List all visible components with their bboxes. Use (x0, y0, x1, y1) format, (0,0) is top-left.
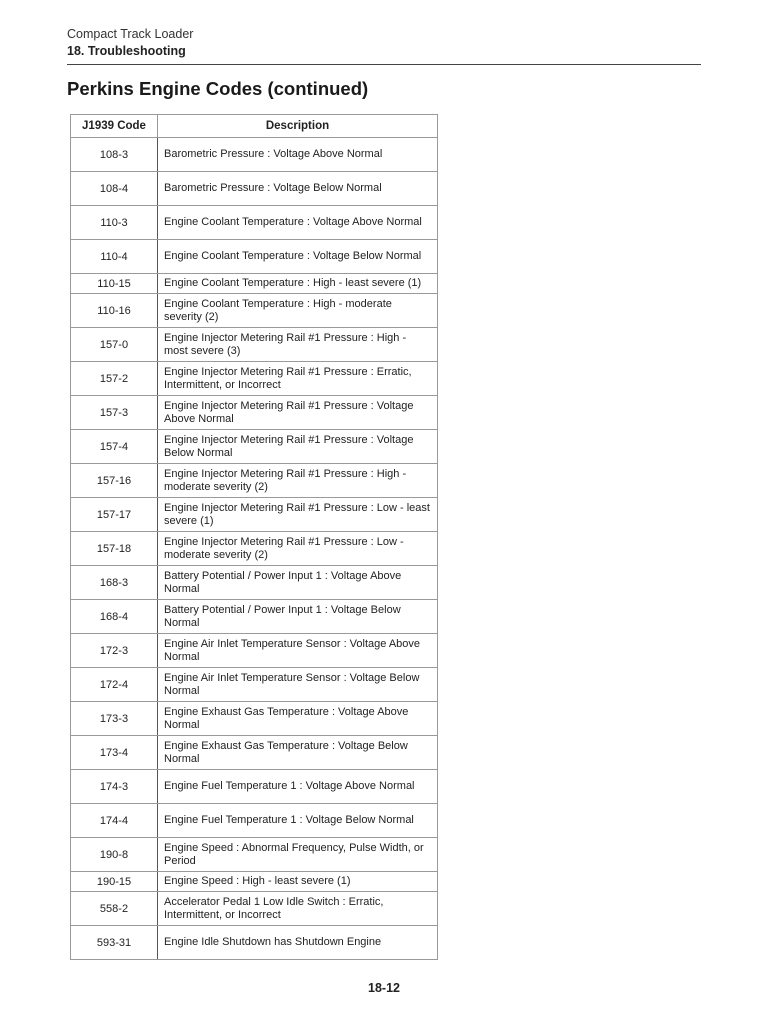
description-cell: Engine Idle Shutdown has Shutdown Engine (158, 926, 438, 960)
description-cell: Engine Injector Metering Rail #1 Pressure : Voltage Below Normal (158, 430, 438, 464)
table-row (71, 600, 438, 634)
table-row (71, 838, 438, 872)
table-row (71, 464, 438, 498)
description-cell: Barometric Pressure : Voltage Below Normal (158, 172, 438, 206)
table-row (71, 396, 438, 430)
description-cell: Engine Speed : Abnormal Frequency, Pulse Width, or Period (158, 838, 438, 872)
table-row (71, 362, 438, 396)
description-cell: Engine Coolant Temperature : High - least severe (1) (158, 274, 438, 294)
table-body (71, 138, 438, 960)
table-row (71, 294, 438, 328)
description-cell: Engine Exhaust Gas Temperature : Voltage Above Normal (158, 702, 438, 736)
table-row (71, 872, 438, 892)
description-cell: Engine Injector Metering Rail #1 Pressure : Voltage Above Normal (158, 396, 438, 430)
code-cell: 173-3 (71, 702, 158, 736)
code-cell: 174-3 (71, 770, 158, 804)
code-cell: 173-4 (71, 736, 158, 770)
code-cell: 110-3 (71, 206, 158, 240)
description-cell: Barometric Pressure : Voltage Above Normal (158, 138, 438, 172)
description-cell: Engine Coolant Temperature : High - moderate severity (2) (158, 294, 438, 328)
section-title: 18. Troubleshooting (67, 44, 186, 58)
description-cell: Engine Fuel Temperature 1 : Voltage Below Normal (158, 804, 438, 838)
table-row (71, 328, 438, 362)
code-cell: 108-3 (71, 138, 158, 172)
code-cell: 168-4 (71, 600, 158, 634)
table-row (71, 702, 438, 736)
table-row (71, 770, 438, 804)
description-cell: Engine Injector Metering Rail #1 Pressure : Erratic, Intermittent, or Incorrect (158, 362, 438, 396)
description-cell: Engine Injector Metering Rail #1 Pressure : Low - moderate severity (2) (158, 532, 438, 566)
code-cell: 110-4 (71, 240, 158, 274)
code-cell: 593-31 (71, 926, 158, 960)
page-number: 18-12 (368, 981, 400, 995)
code-cell: 108-4 (71, 172, 158, 206)
table-row (71, 892, 438, 926)
code-cell: 157-18 (71, 532, 158, 566)
table-row (71, 634, 438, 668)
code-cell: 157-3 (71, 396, 158, 430)
code-cell: 157-16 (71, 464, 158, 498)
table-row (71, 498, 438, 532)
table-row (71, 532, 438, 566)
code-cell: 190-15 (71, 872, 158, 892)
description-cell: Engine Coolant Temperature : Voltage Above Normal (158, 206, 438, 240)
description-cell: Engine Injector Metering Rail #1 Pressure : Low - least severe (1) (158, 498, 438, 532)
table-row (71, 804, 438, 838)
code-cell: 157-4 (71, 430, 158, 464)
code-cell: 172-3 (71, 634, 158, 668)
description-cell: Battery Potential / Power Input 1 : Voltage Above Normal (158, 566, 438, 600)
document-title: Compact Track Loader (67, 27, 194, 41)
table-header-row (71, 115, 438, 138)
table-row (71, 430, 438, 464)
description-cell: Engine Injector Metering Rail #1 Pressure : High - moderate severity (2) (158, 464, 438, 498)
description-cell: Engine Fuel Temperature 1 : Voltage Above Normal (158, 770, 438, 804)
description-cell: Engine Exhaust Gas Temperature : Voltage Below Normal (158, 736, 438, 770)
code-cell: 157-2 (71, 362, 158, 396)
description-cell: Engine Air Inlet Temperature Sensor : Voltage Above Normal (158, 634, 438, 668)
table-row (71, 138, 438, 172)
table-row (71, 736, 438, 770)
code-cell: 110-16 (71, 294, 158, 328)
table-row (71, 926, 438, 960)
code-cell: 157-17 (71, 498, 158, 532)
code-cell: 110-15 (71, 274, 158, 294)
code-cell: 157-0 (71, 328, 158, 362)
description-cell: Engine Injector Metering Rail #1 Pressure : High - most severe (3) (158, 328, 438, 362)
code-cell: 172-4 (71, 668, 158, 702)
table-row (71, 274, 438, 294)
table-row (71, 172, 438, 206)
table-row (71, 240, 438, 274)
page-title: Perkins Engine Codes (continued) (67, 78, 369, 99)
engine-codes-table (70, 114, 438, 960)
description-cell: Engine Speed : High - least severe (1) (158, 872, 438, 892)
description-cell: Engine Air Inlet Temperature Sensor : Voltage Below Normal (158, 668, 438, 702)
description-cell: Battery Potential / Power Input 1 : Voltage Below Normal (158, 600, 438, 634)
header-rule (67, 64, 701, 65)
code-cell: 558-2 (71, 892, 158, 926)
table-row (71, 668, 438, 702)
code-cell: 174-4 (71, 804, 158, 838)
table-row (71, 566, 438, 600)
description-cell: Engine Coolant Temperature : Voltage Below Normal (158, 240, 438, 274)
column-header-description: Description (158, 115, 438, 138)
table-row (71, 206, 438, 240)
description-cell: Accelerator Pedal 1 Low Idle Switch : Erratic, Intermittent, or Incorrect (158, 892, 438, 926)
code-cell: 168-3 (71, 566, 158, 600)
code-cell: 190-8 (71, 838, 158, 872)
column-header-code: J1939 Code (71, 115, 158, 138)
